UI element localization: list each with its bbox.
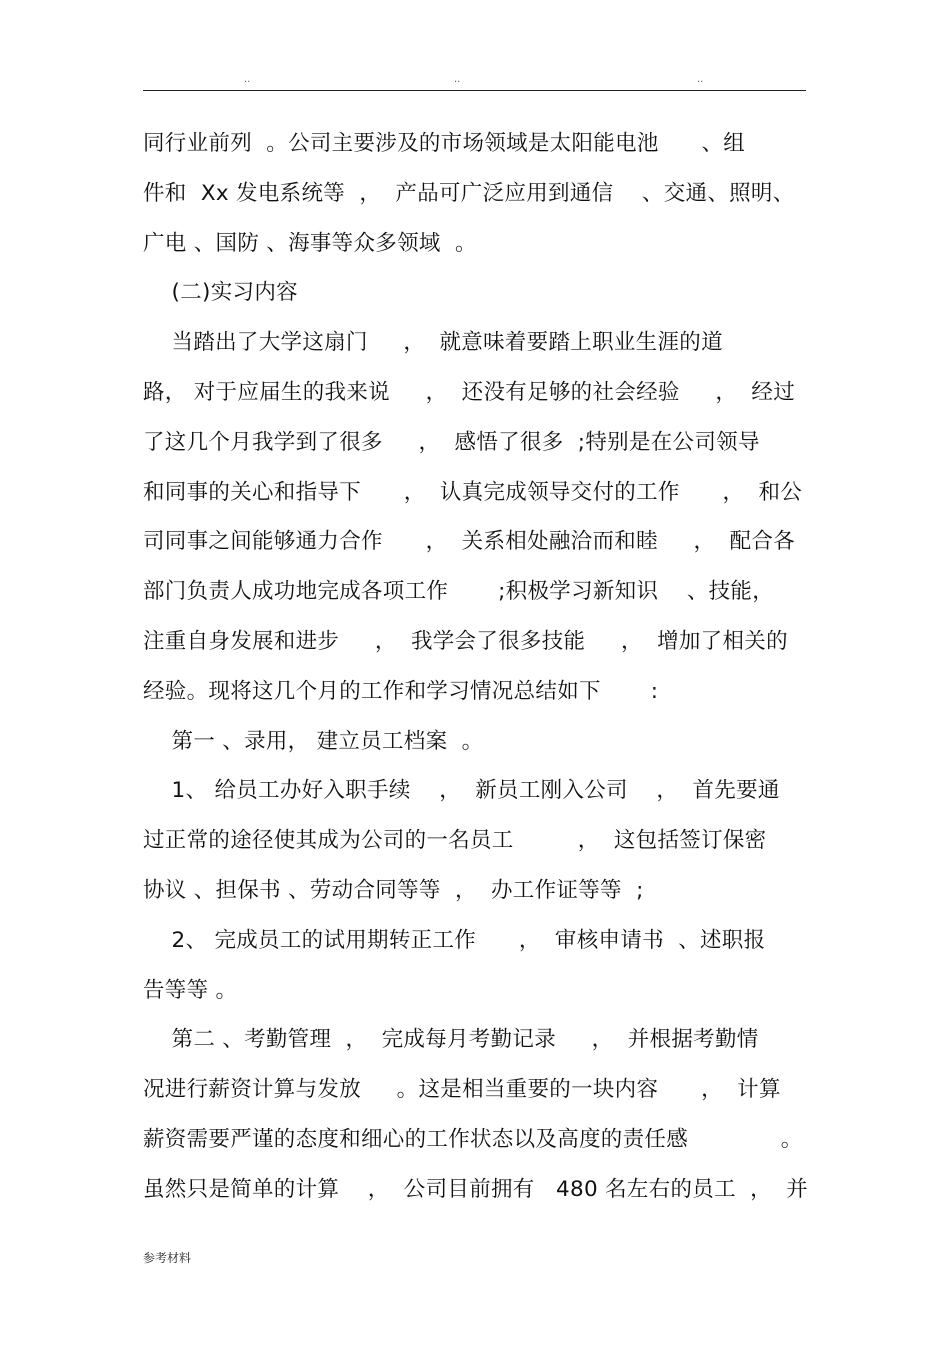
text-line: 司同事之间能够通力合作 ， 关系相处融洽而和睦 ， 配合各	[143, 529, 796, 555]
text-line: 协议 、担保书 、劳动合同等等 ， 办工作证等等 ;	[143, 877, 644, 903]
text-line: 经验。现将这几个月的工作和学习情况总结如下 :	[143, 678, 659, 704]
text-line: 和同事的关心和指导下 ， 认真完成领导交付的工作 ， 和公	[143, 479, 803, 505]
text-line: 同行业前列 。公司主要涉及的市场领域是太阳能电池 、组	[143, 131, 746, 156]
text-line: 1、 给员工办好入职手续 ， 新员工刚入公司 ， 首先要通	[143, 778, 780, 804]
header-mark: ..	[244, 74, 251, 85]
page-header	[0, 74, 950, 86]
text-line: 广电 、国防 、海事等众多领域 。	[143, 230, 477, 256]
header-mark: ..	[454, 74, 461, 85]
header-rule	[143, 90, 806, 91]
section-heading: (二)实习内容	[143, 280, 298, 306]
text-line: 薪资需要严谨的态度和细心的工作状态以及高度的责任感 。	[143, 1126, 803, 1152]
header-mark: ..	[697, 74, 704, 85]
text-line: 件和 Xx 发电系统等 ， 产品可广泛应用到通信 、交通、照明、	[143, 180, 795, 206]
text-line: 路， 对于应届生的我来说 ， 还没有足够的社会经验 ， 经过	[143, 379, 796, 405]
text-line: 注重自身发展和进步 ， 我学会了很多技能 ， 增加了相关的	[143, 628, 788, 654]
text-line: 虽然只是简单的计算 ， 公司目前拥有 480 名左右的员工 ， 并	[143, 1176, 809, 1202]
subsection-heading: 第一 、录用， 建立员工档案 。	[143, 728, 484, 754]
page-footer: 参考材料	[143, 1251, 192, 1265]
text-line: 告等等 。	[143, 977, 238, 1003]
text-line: 况进行薪资计算与发放 。这是相当重要的一块内容 ， 计算	[143, 1077, 781, 1103]
body-text	[143, 119, 833, 1215]
subsection-heading: 第二 、考勤管理 ， 完成每月考勤记录 ， 并根据考勤情	[143, 1027, 759, 1053]
text-line: 过正常的途径使其成为公司的一名员工 ， 这包括签订保密	[143, 828, 767, 854]
text-line: 2、 完成员工的试用期转正工作 ， 审核申请书 、述职报	[143, 927, 766, 953]
text-line: 部门负责人成功地完成各项工作 ;积极学习新知识 、技能，	[143, 579, 775, 605]
text-line: 当踏出了大学这扇门 ， 就意味着要踏上职业生涯的道	[143, 330, 723, 356]
text-line: 了这几个月我学到了很多 ， 感悟了很多 ;特别是在公司领导	[143, 429, 760, 455]
